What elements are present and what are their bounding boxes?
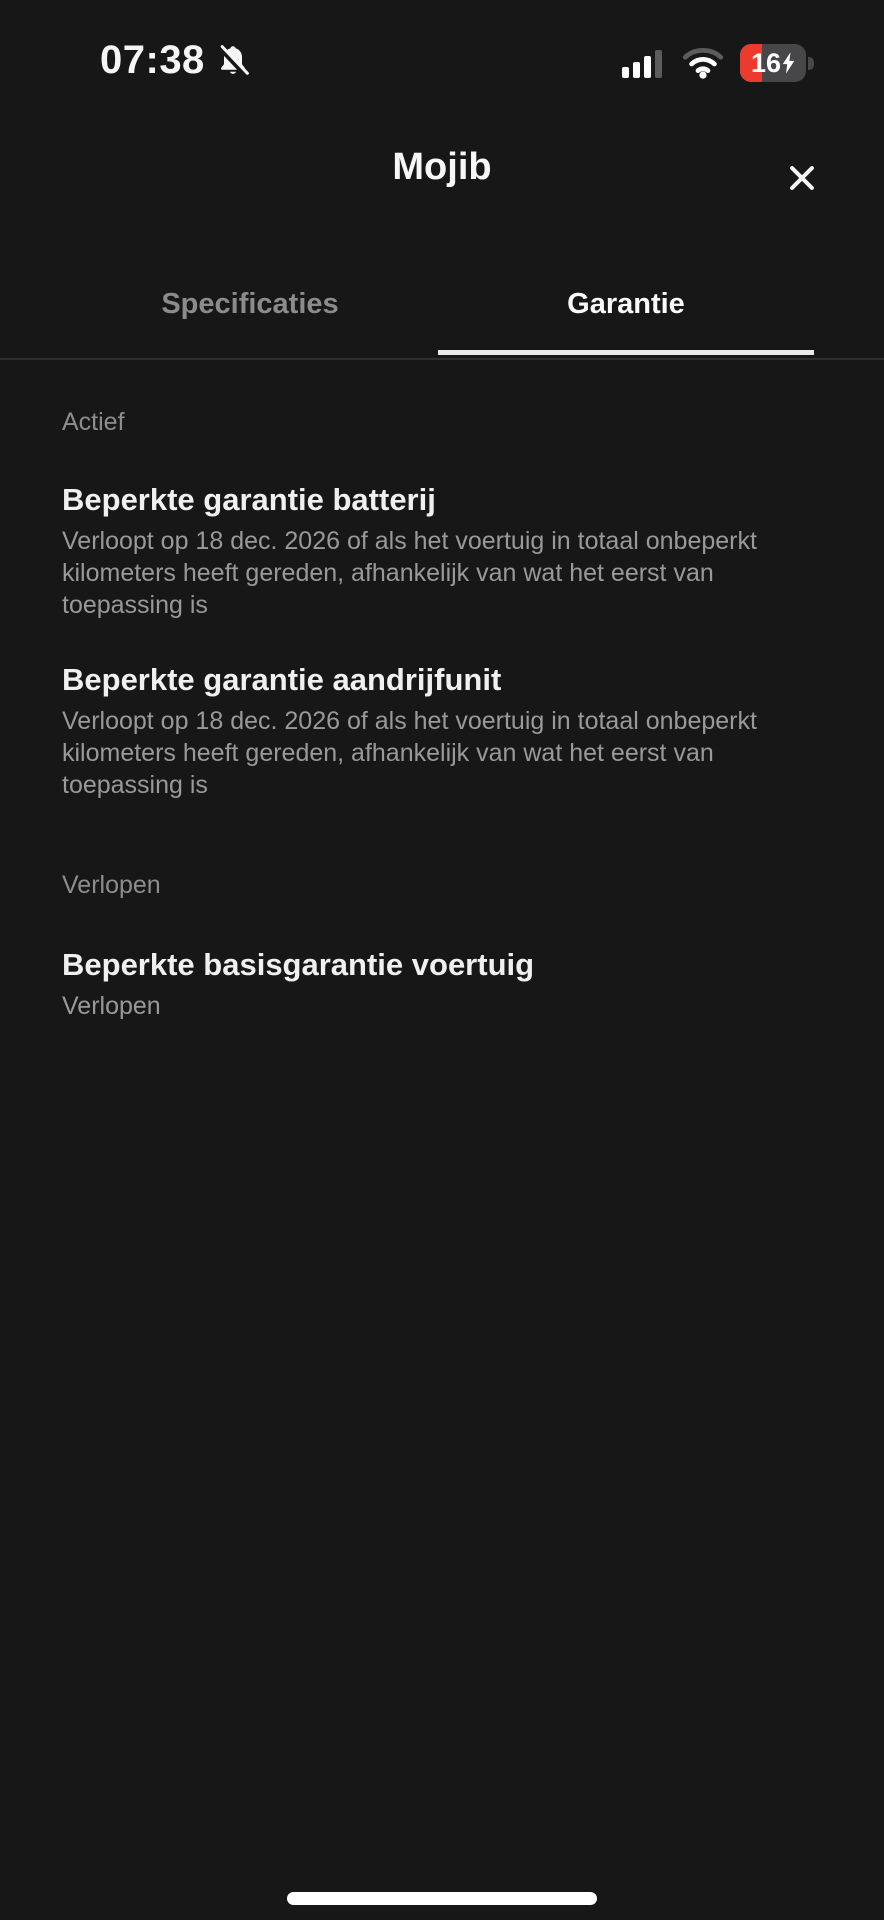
warranty-item-status: Verlopen xyxy=(62,992,161,1020)
home-indicator[interactable] xyxy=(287,1892,597,1905)
warranty-item-title: Beperkte basisgarantie voertuig xyxy=(62,947,535,982)
section-label-active: Actief xyxy=(62,408,125,436)
charging-bolt-icon xyxy=(782,52,795,74)
section-label-expired: Verlopen xyxy=(62,871,161,899)
warranty-item-description: Verloopt op 18 dec. 2026 of als het voertuig in totaal onbeperkt kilometers heeft gereden, afhankelijk van wat het eerst van toepassing is xyxy=(62,707,757,799)
close-icon xyxy=(785,161,819,195)
battery-percent-text: 16 xyxy=(750,47,782,78)
warranty-item-basic-vehicle xyxy=(62,946,837,1022)
warranty-item-battery xyxy=(62,481,837,621)
bell-slash-icon xyxy=(215,43,251,79)
clock-text: 07:38 xyxy=(100,38,205,82)
wifi-icon xyxy=(682,47,724,79)
warranty-item-description: Verloopt op 18 dec. 2026 of als het voertuig in totaal onbeperkt kilometers heeft gereden, afhankelijk van wat het eerst van toepassing is xyxy=(62,527,757,619)
tab-garantie[interactable]: Garantie xyxy=(438,282,814,355)
battery-percent xyxy=(740,44,806,82)
warranty-item-title: Beperkte garantie batterij xyxy=(62,482,436,517)
warranty-list xyxy=(62,408,837,1022)
tab-bar-divider xyxy=(0,358,884,360)
warranty-item-drive-unit xyxy=(62,661,837,801)
warranty-item-title: Beperkte garantie aandrijfunit xyxy=(62,662,502,697)
page-title: Mojib xyxy=(392,146,492,188)
status-bar-right xyxy=(620,44,814,82)
battery-cap xyxy=(808,57,814,70)
tab-bar xyxy=(62,282,814,355)
tab-specificaties[interactable]: Specificaties xyxy=(161,288,339,320)
battery-indicator xyxy=(740,44,814,82)
status-bar-left xyxy=(100,38,251,83)
close-button[interactable] xyxy=(774,150,830,206)
cellular-signal-icon xyxy=(620,48,666,78)
